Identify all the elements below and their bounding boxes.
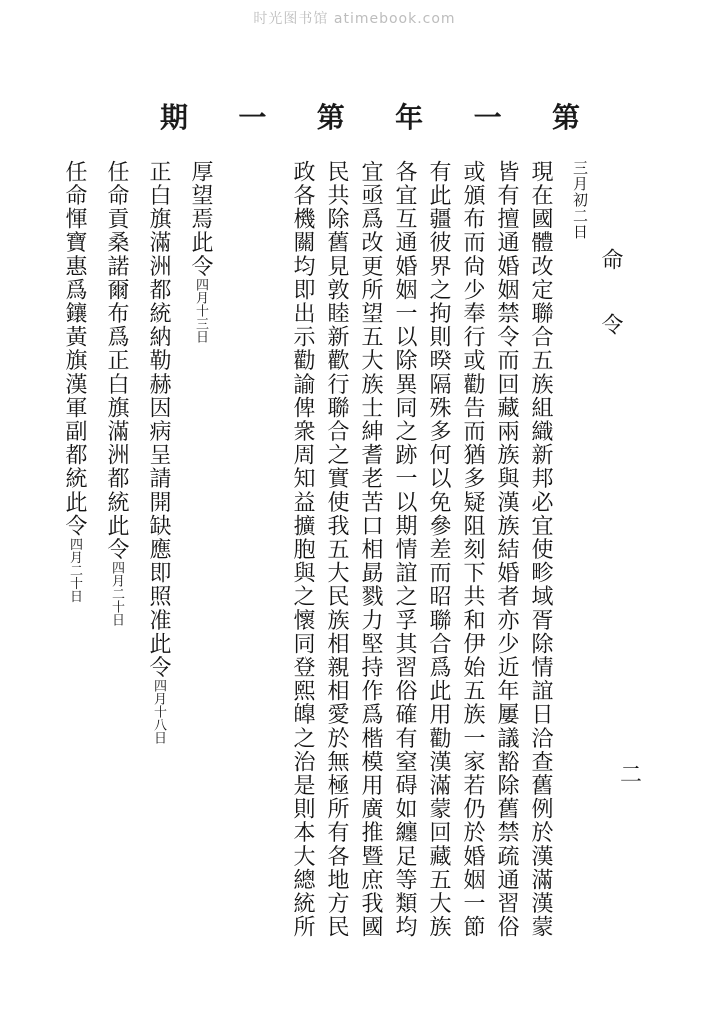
order-date: 四月十三日	[193, 278, 208, 343]
order-column	[60, 160, 88, 1020]
text-column: 政各機關均即出示勸諭俾衆周知益擴胞與之懷同登熙皥之治是則本大總統所	[290, 160, 315, 939]
section-title: 命 令	[598, 248, 623, 353]
order-text: 厚望焉此令	[188, 160, 213, 278]
header-char: 第	[551, 101, 580, 134]
order-text: 任命惲寶惠爲鑲黃旗漢軍副都統此令	[62, 160, 87, 538]
text-column: 皆有擅通婚姻禁令而回藏兩族與漢族結婚者亦少近年屢議豁除舊禁疏通習俗	[494, 160, 519, 939]
text-column: 現在國體改定聯合五族組織新邦必宜使畛域胥除情誼日洽查舊例於漢滿漢蒙	[528, 160, 553, 939]
order-text: 任命貢桑諾爾布爲正白旗滿洲都統此令	[104, 160, 129, 562]
watermark: 时光图书馆 atimebook.com	[253, 11, 456, 27]
text-column: 各宜互通婚姻一以除異同之跡一以期情誼之孚其習俗確有窒碍如纏足等類均	[392, 160, 417, 939]
text-column: 宜亟爲改更所望五大族士紳耆老苦口相勗戮力堅持作爲楷模用廣推暨庶我國	[358, 160, 383, 939]
text-column: 有此疆彼界之拘則暌隔殊多何以免參差而昭聯合爲此用勸漢滿蒙回藏五大族	[426, 160, 451, 939]
header-char: 期	[160, 101, 189, 134]
text-column: 或頒布而尙少奉行或勸告而猶多疑阻刻下共和伊始五族一家若仍於婚姻一節	[460, 160, 485, 939]
order-column	[102, 160, 130, 1020]
order-text: 正白旗滿洲都統納勒赫因病呈請開缺應即照准此令	[146, 160, 171, 680]
header-char: 一	[238, 101, 267, 134]
page-header	[160, 96, 580, 136]
order-date: 四月二十日	[109, 561, 124, 627]
order-date: 四月二十日	[67, 537, 82, 603]
header-char: 第	[316, 101, 345, 134]
order-date: 四月十八日	[151, 679, 166, 745]
order-column	[186, 160, 214, 1020]
header-char: 一	[473, 101, 502, 134]
header-char: 年	[395, 101, 424, 134]
text-column: 民共除舊見敦睦新歡行聯合之實使我五大民族相親相愛於無極所有各地方民	[324, 160, 349, 939]
date-header: 三月初二日	[571, 160, 589, 240]
page-number: 二	[620, 763, 643, 788]
order-column	[144, 160, 172, 1020]
